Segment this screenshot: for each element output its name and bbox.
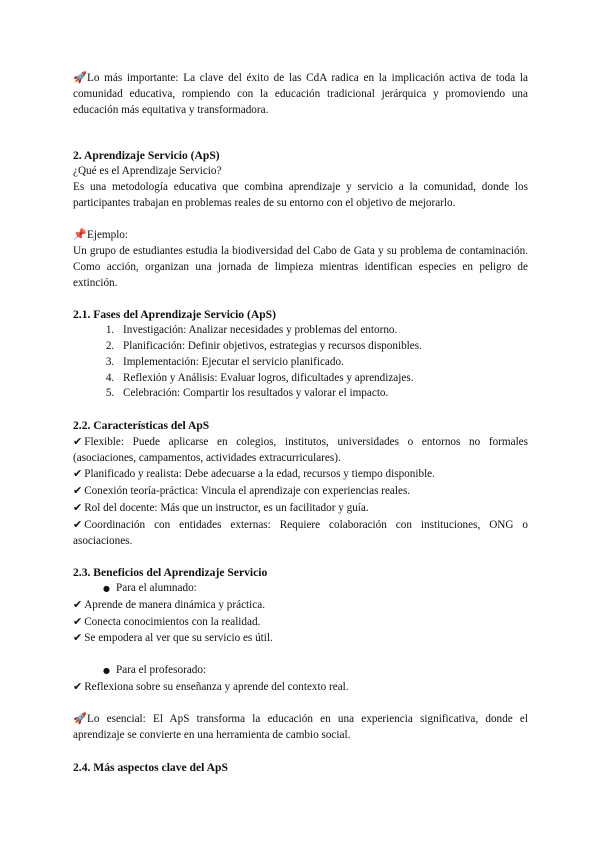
check-icon: ✔ <box>73 679 83 693</box>
list-item-text: Conexión teoría-práctica: Vincula el aprendizaje con experiencias reales. <box>84 485 411 498</box>
check-icon: ✔ <box>73 631 83 645</box>
bullet-icon: ● <box>103 583 110 593</box>
list-item: 4. Reflexión y Análisis: Evaluar logros, dificultades y aprendizajes. <box>117 371 528 387</box>
list-item <box>103 581 528 597</box>
teachers-label: Para el profesorado: <box>116 663 207 676</box>
section-2-3-title: 2.3. Beneficios del Aprendizaje Servicio <box>73 566 268 580</box>
check-icon: ✔ <box>73 614 83 628</box>
list-item-text: Se empodera al ver que su servicio es útil. <box>84 632 273 645</box>
students-bullet <box>73 581 528 597</box>
example-label: Ejemplo: <box>87 229 129 242</box>
list-item-text: Planificado y realista: Debe adecuarse a la edad, recursos y tiempo disponible. <box>84 468 435 481</box>
list-item-text: Flexible: Puede aplicarse en colegios, institutos, universidades o entornos no formales (asociaciones, campamentos, actividades extracurriculares). <box>73 435 528 464</box>
list-item-text: Rol del docente: Más que un instructor, es un facilitador y guía. <box>84 501 369 514</box>
teachers-bullet <box>73 663 528 679</box>
phases-list <box>73 323 528 402</box>
list-item <box>73 517 528 550</box>
check-icon: ✔ <box>73 597 83 611</box>
check-icon: ✔ <box>73 500 83 514</box>
check-icon: ✔ <box>73 517 83 531</box>
section-2-definition: Es una metodología educativa que combina aprendizaje y servicio a la comunidad, donde los participantes trabajan en problemas reales de su entorno con el objetivo de mejorarlo. <box>73 180 528 209</box>
section-2-question: ¿Qué es el Aprendizaje Servicio? <box>73 165 222 178</box>
list-item <box>73 500 528 517</box>
list-item-text: Conecta conocimientos con la realidad. <box>84 615 261 628</box>
section-2-1-title: 2.1. Fases del Aprendizaje Servicio (ApS) <box>73 308 276 322</box>
list-item <box>103 663 528 679</box>
intro-text: Lo más importante: La clave del éxito de las CdA radica en la implicación activa de toda la comunidad educativa, rompiendo con la educación tradicional jerárquica y promoviendo una educación más equitativa y transformadora. <box>73 72 528 116</box>
list-item <box>73 466 528 483</box>
essential-text: Lo esencial: El ApS transforma la educación en una experiencia significativa, donde el aprendizaje se convierte en una herramienta de cambio social. <box>73 713 528 742</box>
rocket-icon: 🚀 <box>73 712 87 726</box>
list-item: 3. Implementación: Ejecutar el servicio planificado. <box>117 355 528 371</box>
check-icon: ✔ <box>73 484 83 498</box>
list-item-text: Reflexiona sobre su enseñanza y aprende del contexto real. <box>84 680 349 693</box>
example-label-line <box>73 227 528 244</box>
pushpin-icon: 📌 <box>73 228 87 242</box>
list-item <box>73 597 528 614</box>
list-item-text: Aprende de manera dinámica y práctica. <box>84 598 265 611</box>
list-item: 5. Celebración: Compartir los resultados y valorar el impacto. <box>117 386 528 402</box>
list-item: 2. Planificación: Definir objetivos, estrategias y recursos disponibles. <box>117 339 528 355</box>
check-icon: ✔ <box>73 467 83 481</box>
list-item <box>73 483 528 500</box>
bullet-icon: ● <box>103 665 110 675</box>
example-text: Un grupo de estudiantes estudia la biodiversidad del Cabo de Gata y su problema de contaminación. Como acción, organizan una jornada de limpieza mientras identifican especies en peligro de extinción. <box>73 245 528 289</box>
section-2-title: 2. Aprendizaje Servicio (ApS) <box>73 149 220 163</box>
students-label: Para el alumnado: <box>116 581 197 594</box>
section-2-2-title: 2.2. Características del ApS <box>73 418 210 432</box>
essential-paragraph <box>73 711 528 744</box>
list-item: 1. Investigación: Analizar necesidades y problemas del entorno. <box>117 323 528 339</box>
document-page <box>73 70 528 775</box>
list-item <box>73 630 528 647</box>
section-2-4-title: 2.4. Más aspectos clave del ApS <box>73 760 228 774</box>
list-item <box>73 679 528 696</box>
list-item <box>73 434 528 467</box>
intro-paragraph <box>73 70 528 118</box>
rocket-icon: 🚀 <box>73 71 87 84</box>
check-icon: ✔ <box>73 434 83 448</box>
list-item-text: Coordinación con entidades externas: Requiere colaboración con instituciones, ONG o asociaciones. <box>73 518 528 547</box>
list-item <box>73 614 528 631</box>
